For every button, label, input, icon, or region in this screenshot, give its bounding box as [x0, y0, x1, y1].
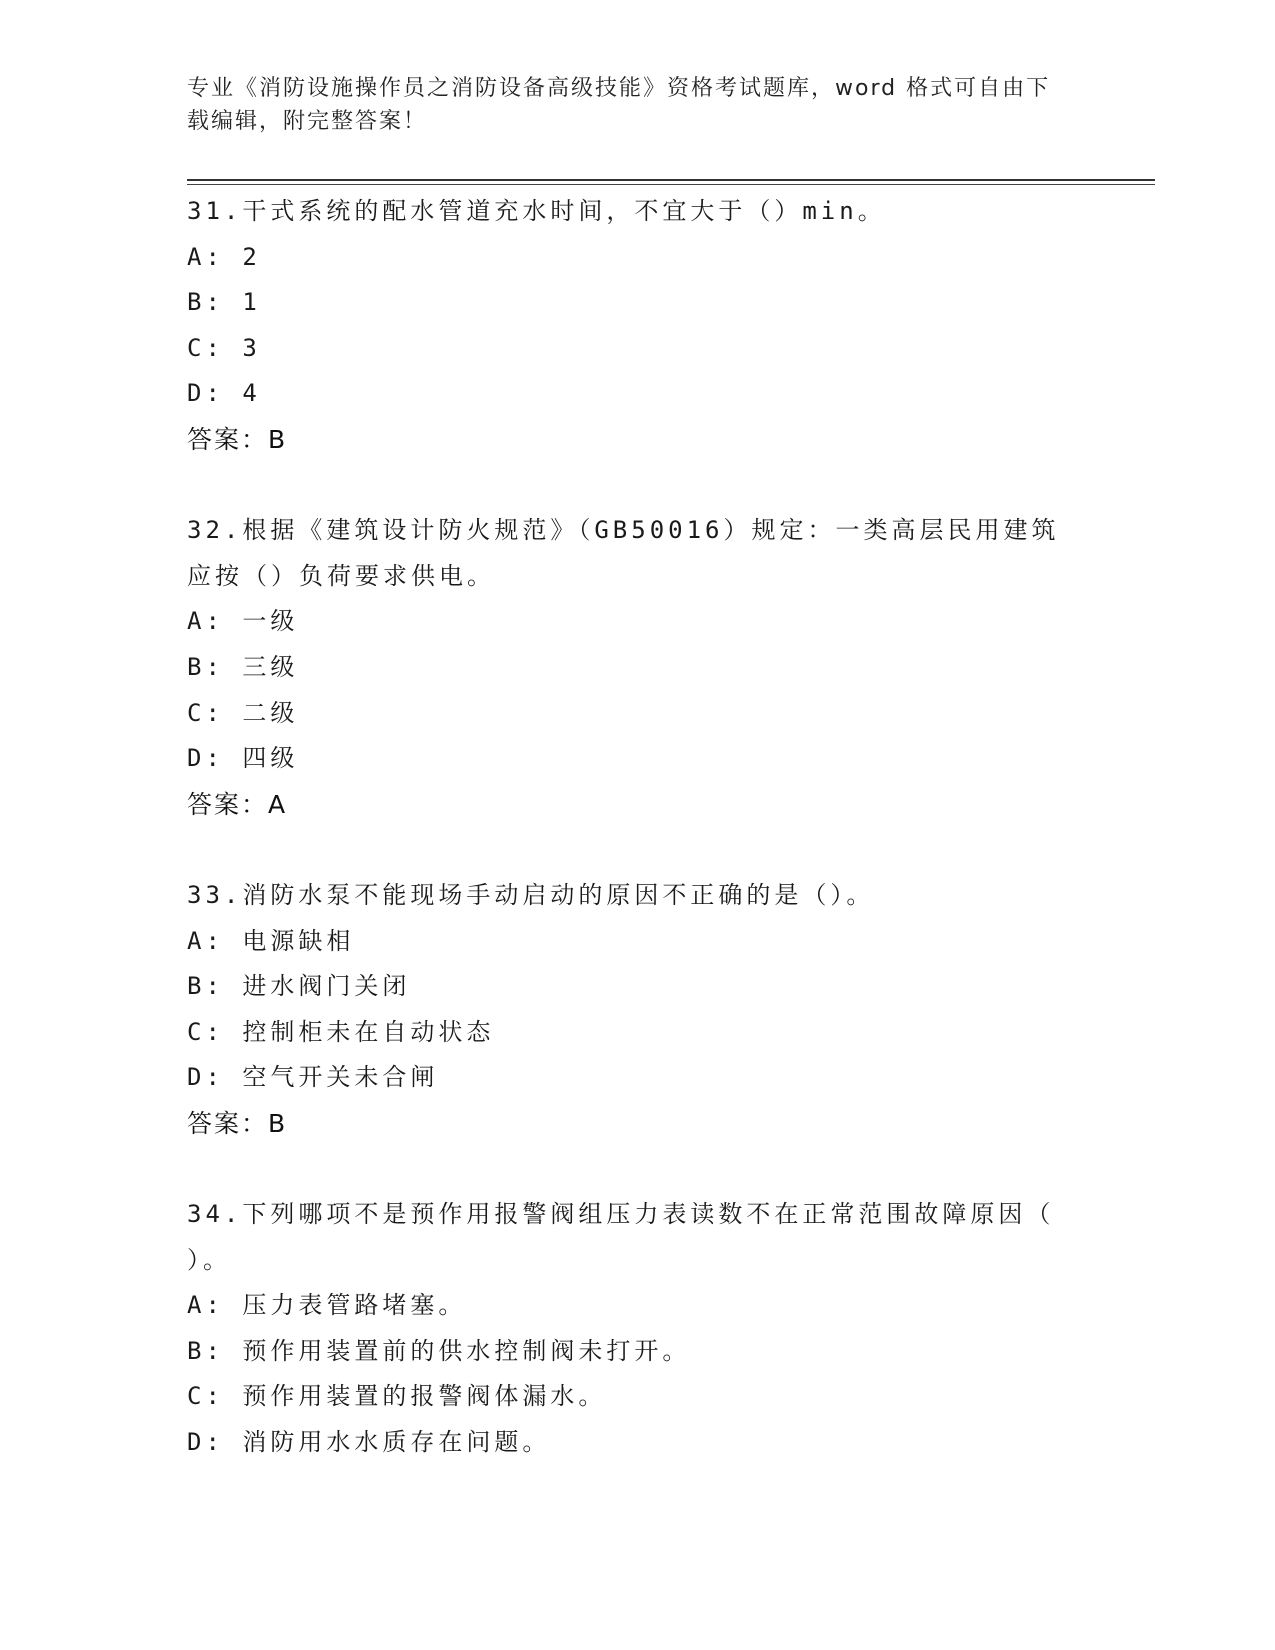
question-31 — [187, 189, 1067, 463]
option-d: D: 四级 — [187, 744, 299, 773]
option-d: D: 消防用水水质存在问题。 — [187, 1428, 551, 1457]
header-line-2: 载编辑，附完整答案！ — [187, 109, 428, 134]
question-spacer — [187, 827, 1067, 873]
question-list — [187, 189, 1067, 1466]
question-stem: 32.根据《建筑设计防火规范》（GB50016）规定：一类高层民用建筑 — [187, 516, 1060, 545]
header-rule-thin — [187, 184, 1155, 185]
option-b: B: 1 — [187, 288, 261, 317]
option-d: D: 4 — [187, 379, 261, 408]
question-33 — [187, 873, 1067, 1147]
option-b: B: 三级 — [187, 652, 299, 681]
question-stem: 34.下列哪项不是预作用报警阀组压力表读数不在正常范围故障原因（ — [187, 1200, 1055, 1229]
header-rule-thick — [187, 179, 1155, 181]
option-a: A: 压力表管路堵塞。 — [187, 1291, 467, 1320]
question-spacer — [187, 1146, 1067, 1192]
document-header — [187, 72, 1067, 138]
answer-line: 答案：A — [187, 789, 288, 819]
option-a: A: 电源缺相 — [187, 926, 355, 955]
option-b: B: 预作用装置前的供水控制阀未打开。 — [187, 1336, 691, 1365]
question-stem: 33.消防水泵不能现场手动启动的原因不正确的是（）。 — [187, 880, 875, 909]
question-spacer — [187, 463, 1067, 509]
answer-line: 答案：B — [187, 1108, 288, 1138]
question-32 — [187, 508, 1067, 827]
question-stem: 31.干式系统的配水管道充水时间，不宜大于（）min。 — [187, 197, 886, 225]
question-stem-continued: 应按（）负荷要求供电。 — [187, 561, 495, 590]
option-c: C: 二级 — [187, 698, 299, 727]
header-line-1: 专业《消防设施操作员之消防设备高级技能》资格考试题库，word 格式可自由下 — [187, 76, 1051, 101]
option-b: B: 进水阀门关闭 — [187, 972, 411, 1001]
question-stem-continued: ）。 — [187, 1245, 231, 1274]
option-d: D: 空气开关未合闸 — [187, 1063, 439, 1092]
question-34 — [187, 1192, 1067, 1466]
option-c: C: 3 — [187, 333, 261, 362]
option-c: C: 预作用装置的报警阀体漏水。 — [187, 1382, 607, 1411]
option-a: A: 一级 — [187, 607, 299, 636]
answer-line: 答案：B — [187, 424, 288, 454]
option-a: A: 2 — [187, 242, 261, 271]
option-c: C: 控制柜未在自动状态 — [187, 1017, 495, 1046]
